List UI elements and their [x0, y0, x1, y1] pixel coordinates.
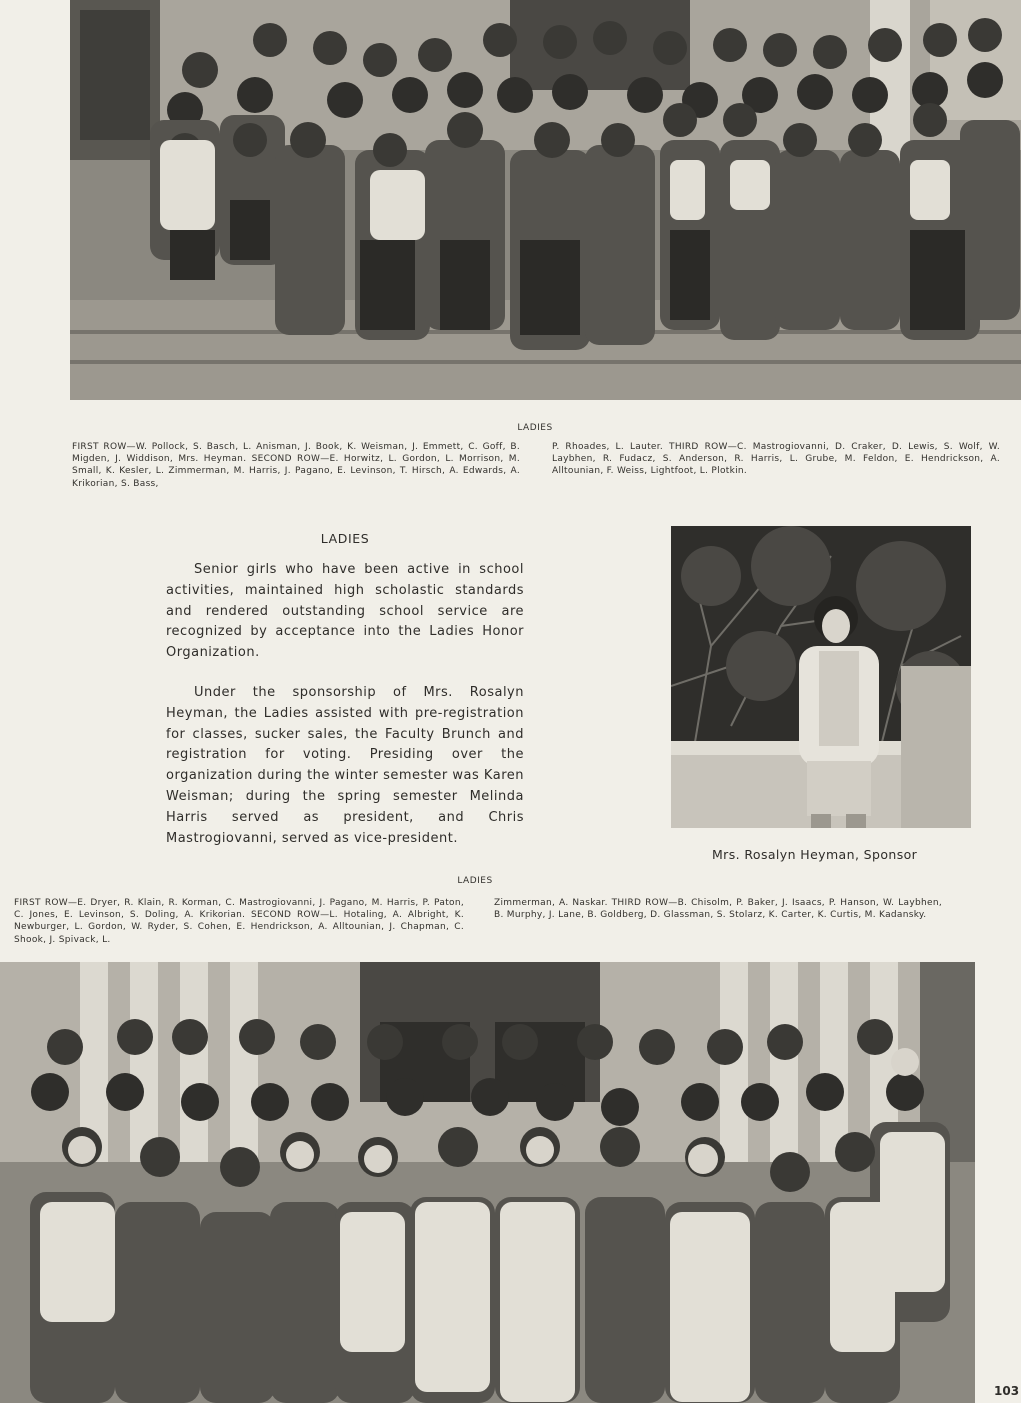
article-heading: LADIES: [320, 531, 370, 546]
bottom-caption-right-column: Zimmerman, A. Naskar. THIRD ROW—B. Chisolm, P. Baker, J. Isaacs, P. Hanson, W. Laybhen, B. Murphy, J. Lane, B. Goldberg, D. Glassman, S. Stolarz, K. Carter, K. Curtis, M. Kadansky.: [494, 898, 942, 921]
top-caption-heading: LADIES: [517, 423, 553, 433]
top-caption-right-column: P. Rhoades, L. Lauter. THIRD ROW—C. Mastrogiovanni, D. Craker, D. Lewis, S. Wolf, W. Laybhen, R. Fudacz, S. Anderson, R. Harris, L. Grube, M. Feldon, E. Hendrickson, A. Alltounian, F. Weiss, Lightfoot, L. Plotkin.: [552, 442, 1000, 477]
top-caption-left-column: FIRST ROW—W. Pollock, S. Basch, L. Anisman, J. Book, K. Weisman, J. Emmett, C. Goff, B. Migden, J. Widdison, Mrs. Heyman. SECOND ROW—E. Horwitz, L. Gordon, L. Morrison, M. Small, K. Kesler, L. Zimmerman, M. Harris, J. Pagano, E. Levinson, T. Hirsch, A. Edwards, A. Krikorian, S. Bass,: [72, 442, 520, 489]
article-paragraph-2: Under the sponsorship of Mrs. Rosalyn Heyman, the Ladies assisted with pre-registration for classes, sucker sales, the Faculty Brunch and registration for voting. Presiding over the organization during the winter semester was Karen Weisman; during the spring semester Melinda Harris served as president, and Chris Mastrogiovanni, served as vice-president.: [166, 685, 524, 846]
bottom-caption-left-column: FIRST ROW—E. Dryer, R. Klain, R. Korman, C. Mastrogiovanni, J. Pagano, M. Harris, P. Paton, C. Jones, E. Levinson, S. Doling, A. Krikorian. SECOND ROW—L. Hotaling, A. Albright, K. Newburger, L. Gordon, W. Ryder, S. Cohen, E. Hendrickson, A. Alltounian, J. Chapman, C. Shook, J. Spivack, L.: [14, 898, 464, 945]
sponsor-portrait: [671, 526, 971, 828]
group-photo-top: [70, 0, 1021, 400]
sponsor-caption: Mrs. Rosalyn Heyman, Sponsor: [712, 847, 918, 862]
bottom-caption-heading: LADIES: [457, 876, 493, 886]
article-paragraph-1: Senior girls who have been active in school activities, maintained high scholastic standards and rendered outstanding school service are recognized by acceptance into the Ladies Honor Organization.: [166, 562, 524, 661]
page-number: 103: [994, 1384, 1020, 1398]
group-photo-bottom: [0, 962, 975, 1403]
